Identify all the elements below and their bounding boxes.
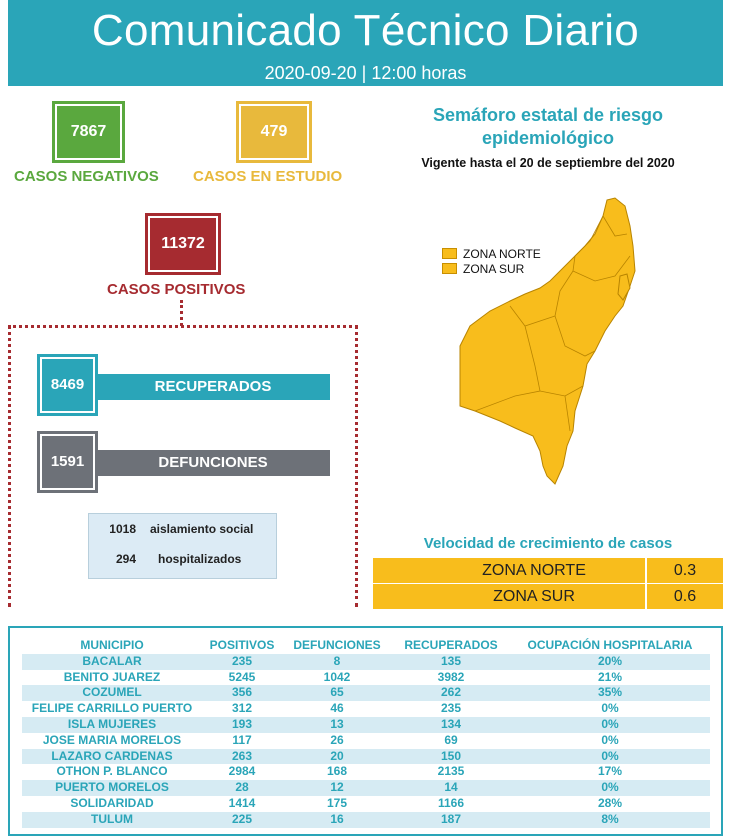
cell-positivos: 312: [231, 701, 253, 716]
cell-positivos: 28: [235, 780, 249, 795]
semaforo-title: Semáforo estatal de riesgo epidemiológico: [432, 105, 664, 148]
en-estudio-label: CASOS EN ESTUDIO: [193, 168, 343, 185]
cell-defunciones: 20: [330, 748, 344, 763]
cell-municipio: BACALAR: [82, 653, 142, 668]
negativos-label: CASOS NEGATIVOS: [14, 168, 159, 185]
header-banner: [8, 0, 723, 86]
en-estudio-box: 479: [239, 104, 309, 160]
table-header: [22, 638, 710, 654]
velocidad-row: [373, 584, 723, 609]
page-title: Comunicado Técnico Diario: [91, 6, 640, 55]
header-ocupacion: OCUPACIÓN HOSPITALARIA: [527, 638, 693, 652]
legend-label: ZONA NORTE: [463, 246, 541, 261]
table-row: [22, 796, 710, 812]
cell-municipio: PUERTO MORELOS: [55, 780, 169, 795]
cell-municipio: LAZARO CARDENAS: [51, 748, 173, 763]
cell-municipio: ISLA MUJERES: [67, 716, 157, 731]
cell-positivos: 193: [231, 716, 253, 731]
recuperados-bar: RECUPERADOS: [96, 374, 330, 400]
cell-defunciones: 65: [330, 685, 344, 700]
legend-swatch: [442, 248, 457, 259]
cell-recuperados: 2135: [437, 764, 465, 779]
cell-recuperados: 1166: [437, 795, 465, 810]
cell-positivos: 117: [232, 732, 252, 747]
cell-recuperados: 3982: [437, 669, 465, 684]
dotted-connector: [180, 300, 183, 326]
cell-defunciones: 16: [330, 811, 344, 826]
table-row: [22, 670, 710, 686]
cell-recuperados: 150: [440, 748, 462, 763]
cell-defunciones: 12: [330, 780, 344, 795]
cell-municipio: COZUMEL: [82, 685, 142, 700]
aislamiento-value: 1018: [109, 522, 136, 536]
table-row: [22, 812, 710, 828]
legend-zona-norte: [442, 246, 541, 261]
cell-municipio: TULUM: [91, 811, 133, 826]
cell-ocupacion: 0%: [601, 748, 619, 763]
semaforo-subtitle: Vigente hasta el 20 de septiembre del 2020: [421, 156, 675, 170]
velocidad-value: 0.6: [673, 588, 697, 605]
municipios-table: [22, 638, 710, 828]
velocidad-table: [373, 558, 723, 610]
header-municipio: MUNICIPIO: [80, 638, 144, 652]
cell-municipio: JOSE MARIA MORELOS: [42, 732, 182, 747]
cell-defunciones: 175: [326, 795, 348, 810]
cell-ocupacion: 21%: [597, 669, 623, 684]
cell-defunciones: 168: [326, 764, 348, 779]
cell-defunciones: 13: [330, 716, 344, 731]
cell-positivos: 225: [231, 811, 253, 826]
cell-positivos: 5245: [228, 669, 256, 684]
cell-recuperados: 262: [440, 685, 462, 700]
cell-defunciones: 26: [330, 732, 344, 747]
aislamiento-label: aislamiento social: [150, 522, 254, 536]
legend-swatch: [442, 263, 457, 274]
table-row: [22, 717, 710, 733]
velocidad-zone: ZONA SUR: [373, 584, 647, 609]
header-positivos: POSITIVOS: [209, 638, 275, 652]
table-row: [22, 701, 710, 717]
semaforo-legend: [442, 246, 541, 276]
recuperados-box: 8469: [40, 357, 95, 413]
table-row: [22, 780, 710, 796]
hospitalizados-label: hospitalizados: [158, 552, 242, 566]
cell-positivos: 356: [231, 685, 253, 700]
cell-recuperados: 135: [440, 653, 462, 668]
cell-defunciones: 46: [330, 701, 344, 716]
cell-defunciones: 8: [333, 653, 341, 668]
cell-ocupacion: 0%: [601, 732, 619, 747]
cell-recuperados: 14: [444, 780, 458, 795]
report-date: 2020-09-20 | 12:00 horas: [264, 63, 467, 83]
cell-ocupacion: 20%: [597, 653, 623, 668]
cell-municipio: FELIPE CARRILLO PUERTO: [31, 701, 193, 716]
legend-zona-sur: [442, 261, 541, 276]
cell-recuperados: 69: [444, 732, 458, 747]
cell-ocupacion: 17%: [597, 764, 623, 779]
table-row: [22, 654, 710, 670]
hospitalizados-value: 294: [115, 552, 136, 566]
cell-positivos: 1414: [228, 795, 256, 810]
cell-ocupacion: 0%: [601, 701, 619, 716]
isolation-row-hospitalizados: [89, 544, 276, 574]
cell-recuperados: 134: [440, 716, 462, 731]
cell-recuperados: 187: [440, 811, 462, 826]
cell-ocupacion: 35%: [597, 685, 623, 700]
table-row: [22, 749, 710, 765]
velocidad-zone: ZONA NORTE: [373, 558, 647, 583]
cell-positivos: 235: [231, 653, 253, 668]
cell-defunciones: 1042: [323, 669, 351, 684]
cell-positivos: 2984: [228, 764, 256, 779]
velocidad-value: 0.3: [673, 562, 697, 579]
velocidad-title: Velocidad de crecimiento de casos: [423, 535, 673, 552]
defunciones-box: 1591: [40, 434, 95, 490]
isolation-row-aislamiento: [89, 514, 276, 544]
cell-municipio: OTHON P. BLANCO: [56, 764, 168, 779]
negativos-box: 7867: [55, 104, 122, 160]
cell-positivos: 263: [231, 748, 253, 763]
legend-label: ZONA SUR: [463, 261, 525, 276]
positivos-box: 11372: [148, 216, 218, 272]
table-row: [22, 733, 710, 749]
cell-municipio: SOLIDARIDAD: [70, 795, 154, 810]
cell-ocupacion: 0%: [601, 716, 619, 731]
cell-ocupacion: 8%: [601, 811, 619, 826]
positivos-label: CASOS POSITIVOS: [107, 281, 246, 298]
isolation-panel: [88, 513, 277, 579]
defunciones-bar: DEFUNCIONES: [96, 450, 330, 476]
cell-municipio: BENITO JUAREZ: [63, 669, 161, 684]
velocidad-row: [373, 558, 723, 583]
cell-ocupacion: 0%: [601, 780, 619, 795]
quintana-roo-map: [455, 196, 655, 486]
table-row: [22, 764, 710, 780]
header-defunciones: DEFUNCIONES: [293, 638, 381, 652]
table-row: [22, 685, 710, 701]
header-recuperados: RECUPERADOS: [404, 638, 498, 652]
cell-ocupacion: 28%: [597, 795, 623, 810]
cell-recuperados: 235: [440, 701, 462, 716]
